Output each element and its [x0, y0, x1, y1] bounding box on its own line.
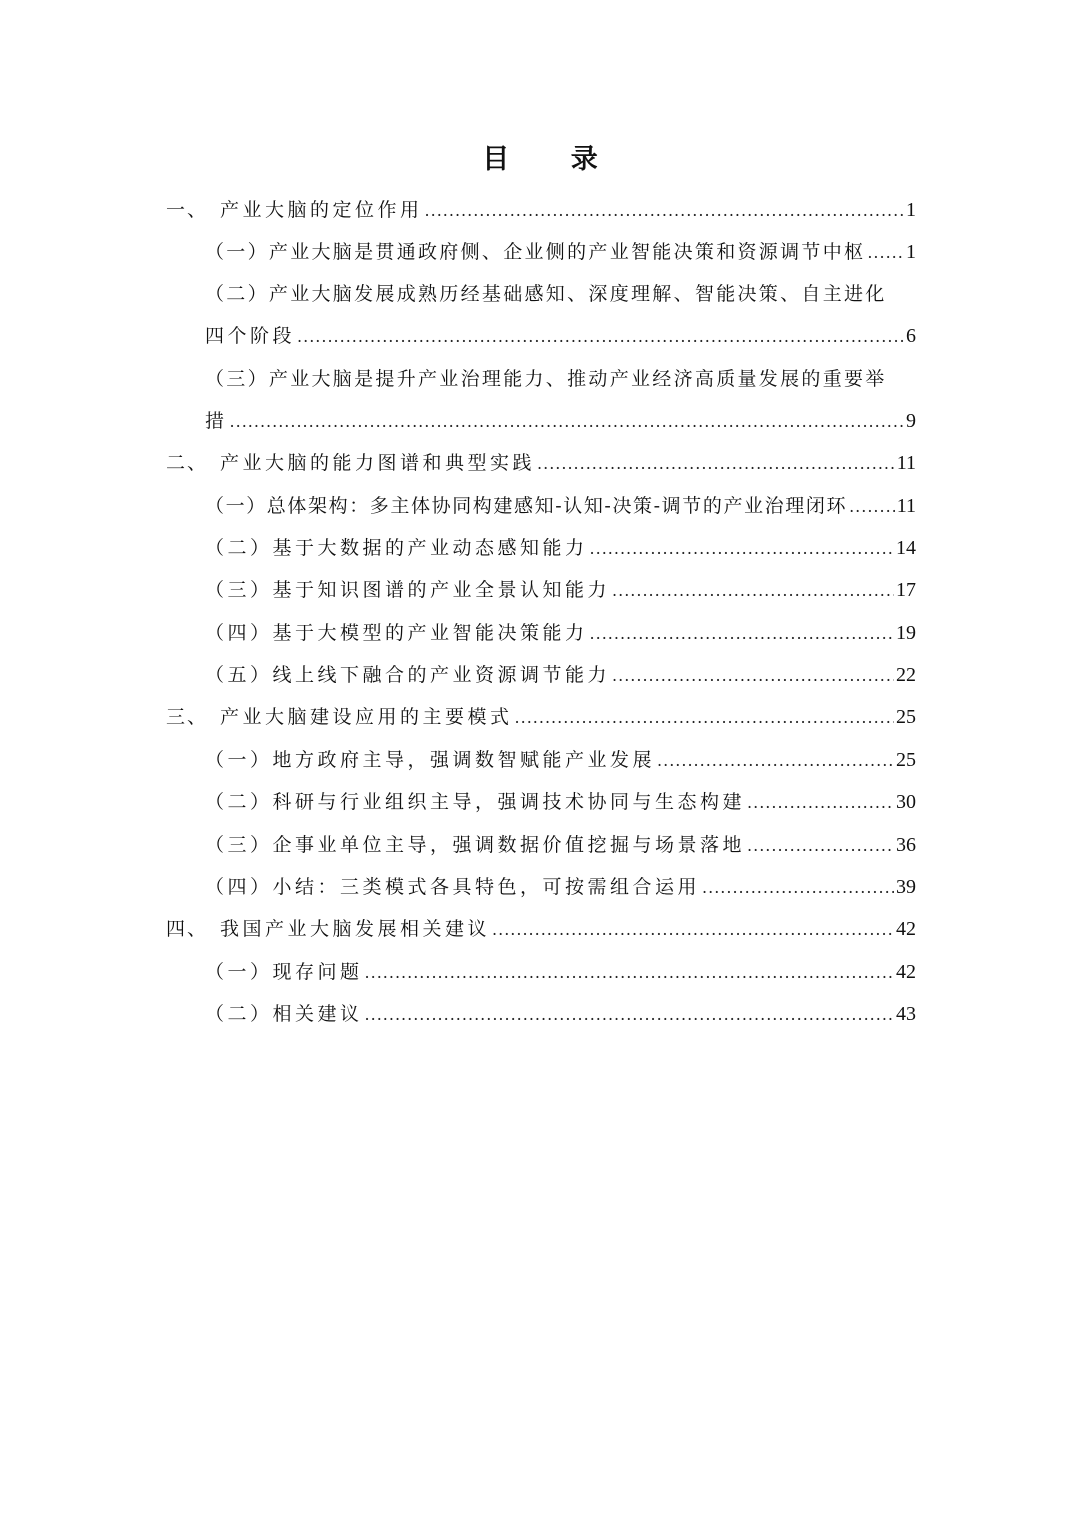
dot-leader [612, 571, 894, 611]
dot-leader [425, 191, 904, 231]
dot-leader [612, 656, 894, 696]
toc-entry-2-2[interactable] [205, 528, 916, 568]
dot-leader [297, 317, 904, 357]
toc-section-number: 三、 [166, 706, 209, 728]
toc-section-number: 一、 [166, 199, 209, 221]
toc-page-number: 19 [896, 622, 916, 644]
toc-entry-text: 产业大脑建设应用的主要模式 [220, 706, 513, 728]
toc-entry-text: 四个阶段 [205, 325, 296, 347]
toc-entry-text: （五）线上线下融合的产业资源调节能力 [205, 664, 611, 686]
toc-page-number: 11 [896, 495, 916, 517]
toc-entry-4-2[interactable] [205, 994, 916, 1034]
dot-leader [537, 444, 895, 484]
dot-leader [702, 868, 894, 908]
toc-page-number: 1 [906, 199, 916, 221]
dot-leader [590, 614, 894, 654]
toc-page-number: 6 [906, 325, 916, 347]
toc-page-number: 30 [896, 791, 916, 813]
toc-entry-section-3[interactable] [166, 697, 916, 737]
toc-page-number: 42 [896, 918, 916, 940]
dot-leader [747, 826, 894, 866]
dot-leader [365, 953, 894, 993]
toc-entry-2-1[interactable] [205, 486, 916, 526]
toc-page-number: 39 [896, 876, 916, 898]
toc-entry-1-3[interactable] [205, 401, 916, 441]
toc-page-number: 17 [896, 579, 916, 601]
toc-entry-text: 产业大脑的能力图谱和典型实践 [220, 452, 536, 474]
dot-leader [230, 402, 904, 442]
toc-entry-text: （四）基于大模型的产业智能决策能力 [205, 622, 588, 644]
toc-entry-text: （一）地方政府主导，强调数智赋能产业发展 [205, 749, 656, 771]
toc-page-number: 43 [896, 1003, 916, 1025]
toc-page-number: 11 [896, 452, 916, 474]
toc-page-number: 22 [896, 664, 916, 686]
toc-entry-3-1[interactable] [205, 740, 916, 780]
dot-leader [365, 995, 894, 1035]
toc-entry-text: 产业大脑的定位作用 [220, 199, 423, 221]
toc-entry-2-3[interactable] [205, 570, 916, 610]
toc-entry-text: （一）总体架构：多主体协同构建感知-认知-决策-调节的产业治理闭环 [205, 495, 848, 517]
toc-entry-1-2[interactable] [205, 316, 916, 356]
toc-page-number: 25 [896, 706, 916, 728]
page-title: 目 录 [482, 144, 624, 175]
toc-entry-text: （一）现存问题 [205, 961, 363, 983]
toc-entry-2-5[interactable] [205, 655, 916, 695]
dot-leader [657, 741, 894, 781]
toc-section-number: 二、 [166, 452, 209, 474]
toc-entry-1-2-line1[interactable]: （二）产业大脑发展成熟历经基础感知、深度理解、智能决策、自主进化 [205, 283, 887, 305]
toc-section-number: 四、 [166, 918, 209, 940]
toc-entry-text: （四）小结：三类模式各具特色，可按需组合运用 [205, 876, 701, 898]
dot-leader [492, 910, 894, 950]
toc-entry-2-4[interactable] [205, 613, 916, 653]
toc-entry-text: （一）产业大脑是贯通政府侧、企业侧的产业智能决策和资源调节中枢 [205, 241, 866, 263]
toc-page-number: 42 [896, 961, 916, 983]
toc-entry-3-4[interactable] [205, 867, 916, 907]
dot-leader [849, 487, 895, 527]
toc-page-number: 9 [906, 410, 916, 432]
toc-entry-3-2[interactable] [205, 782, 916, 822]
dot-leader [590, 529, 894, 569]
toc-entry-section-4[interactable] [166, 909, 916, 949]
toc-page-number: 14 [896, 537, 916, 559]
dot-leader [747, 783, 894, 823]
dot-leader [867, 233, 904, 273]
toc-entry-3-3[interactable] [205, 825, 916, 865]
toc-entry-text: （二）相关建议 [205, 1003, 363, 1025]
dot-leader [515, 698, 894, 738]
toc-page-number: 25 [896, 749, 916, 771]
toc-entry-text: （三）企事业单位主导，强调数据价值挖掘与场景落地 [205, 834, 746, 856]
toc-entry-1-3-line1[interactable]: （三）产业大脑是提升产业治理能力、推动产业经济高质量发展的重要举 [205, 368, 887, 390]
toc-entry-text: 我国产业大脑发展相关建议 [220, 918, 491, 940]
toc-entry-text: 措 [205, 410, 228, 432]
toc-page-number: 36 [896, 834, 916, 856]
toc-entry-text: （二）科研与行业组织主导，强调技术协同与生态构建 [205, 791, 746, 813]
toc-page-number: 1 [906, 241, 916, 263]
toc-entry-section-1[interactable] [166, 190, 916, 230]
toc-entry-text: （三）基于知识图谱的产业全景认知能力 [205, 579, 611, 601]
toc-entry-1-1[interactable] [205, 232, 916, 272]
toc-entry-section-2[interactable] [166, 443, 916, 483]
toc-entry-4-1[interactable] [205, 952, 916, 992]
toc-entry-text: （二）基于大数据的产业动态感知能力 [205, 537, 588, 559]
